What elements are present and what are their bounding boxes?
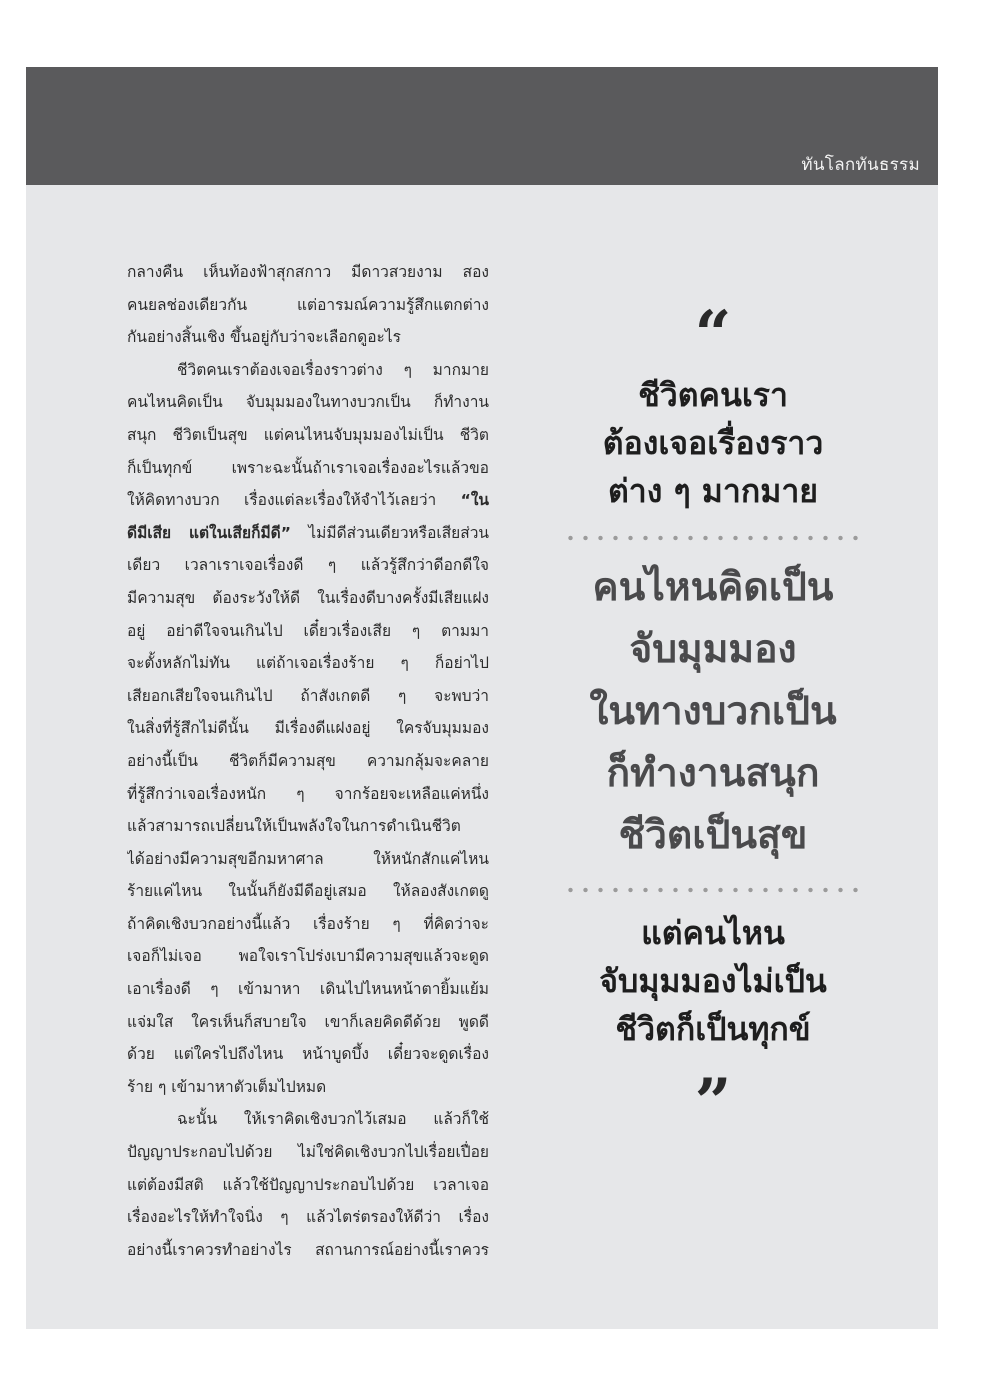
pull-quote-group-b bbox=[548, 557, 878, 867]
pull-quote-line: ชีวิตก็เป็นทุกข์ bbox=[615, 1010, 811, 1048]
dotted-divider bbox=[563, 887, 863, 893]
article-emphasis: ดีมีเสีย แต่ในเสียก็มีดี” bbox=[127, 523, 291, 542]
article-line: กันอย่างสิ้นเชิง ขึ้นอยู่กับว่าจะเลือกดูอะไร bbox=[127, 328, 401, 347]
article-line: อย่างนี้เป็น ชีวิตก็มีความสุข ความกลุ้มจะคลาย bbox=[127, 751, 489, 770]
article-line: ฉะนั้น ให้เราคิดเชิงบวกไว้เสมอ แล้วก็ใช้ bbox=[177, 1110, 489, 1129]
article-line: เดียว เวลาเราเจอเรื่องดี ๆ แล้วรู้สึกว่าดีอกดีใจ bbox=[127, 556, 489, 575]
article-line: ร้ายแค่ไหน ในนั้นก็ยังมีดีอยู่เสมอ ให้ลองสังเกตดู bbox=[127, 882, 489, 901]
pull-quote-emphasis-line: ในทางบวกเป็น bbox=[589, 689, 837, 734]
article-line: ด้วย แต่ใครไปถึงไหน หน้าบูดบึ้ง เดี๋ยวจะดูดเรื่อง bbox=[127, 1045, 489, 1064]
article-line: แล้วสามารถเปลี่ยนให้เป็นพลังใจในการดำเนินชีวิต bbox=[127, 817, 461, 836]
article-line: อยู่ อย่าดีใจจนเกินไป เดี๋ยวเรื่องเสีย ๆ ตามมา bbox=[127, 621, 489, 640]
article-line: อย่างนี้เราควรทำอย่างไร สถานการณ์อย่างนี้เราควร bbox=[127, 1240, 489, 1259]
pull-quote-group-a bbox=[548, 371, 878, 515]
article-line: เรื่องอะไรให้ทำใจนิ่ง ๆ แล้วไตร่ตรองให้ดีว่า เรื่อง bbox=[127, 1208, 489, 1227]
dotted-divider bbox=[563, 535, 863, 541]
article-line: เจอก็ไม่เจอ พอใจเราโปร่งเบามีความสุขแล้วจะดูด bbox=[127, 947, 489, 966]
article-body bbox=[127, 256, 489, 1266]
article-line: มีความสุข ต้องระวังให้ดี ในเรื่องดีบางครั้งมีเสียแฝง bbox=[127, 588, 489, 607]
article-line: เอาเรื่องดี ๆ เข้ามาหา เดินไปไหนหน้าตายิ้มแย้ม bbox=[127, 980, 489, 999]
article-line: ให้คิดทางบวก เรื่องแต่ละเรื่องให้จำไว้เลยว่า “ใน bbox=[127, 491, 489, 510]
article-line: ถ้าคิดเชิงบวกอย่างนี้แล้ว เรื่องร้าย ๆ ที่คิดว่าจะ bbox=[127, 914, 489, 933]
article-line: สนุก ชีวิตเป็นสุข แต่คนไหนจับมุมมองไม่เป็น ชีวิต bbox=[127, 425, 489, 444]
open-quote-mark: “ bbox=[694, 297, 732, 372]
pull-quote-emphasis-line: ชีวิตเป็นสุข bbox=[618, 813, 808, 858]
article-line: เสียอกเสียใจจนเกินไป ถ้าสังเกตดี ๆ จะพบว่า bbox=[127, 686, 489, 705]
article-line: ที่รู้สึกว่าเจอเรื่องหนัก ๆ จากร้อยจะเหลือแค่หนึ่ง bbox=[127, 784, 489, 803]
article-line: กลางคืน เห็นท้องฟ้าสุกสกาว มีดาวสวยงาม สอง bbox=[127, 263, 489, 281]
pull-quote bbox=[548, 297, 878, 1140]
article-emphasis: “ใน bbox=[460, 491, 489, 510]
pull-quote-emphasis-line: จับมุมมอง bbox=[629, 627, 797, 672]
pull-quote-line: จับมุมมองไม่เป็น bbox=[599, 962, 827, 1000]
article-line: ดีมีเสีย แต่ในเสียก็มีดี” ไม่มีดีส่วนเดียวหรือเสียส่วน bbox=[127, 523, 489, 542]
pull-quote-line: ต่าง ๆ มากมาย bbox=[607, 472, 819, 510]
pull-quote-line: ชีวิตคนเรา bbox=[638, 376, 788, 414]
article-line: จะตั้งหลักไม่ทัน แต่ถ้าเจอเรื่องร้าย ๆ ก็อย่าไป bbox=[127, 654, 489, 673]
article-line: แจ่มใส ใครเห็นก็สบายใจ เขาก็เลยคิดดีด้วย พูดดี bbox=[127, 1012, 489, 1031]
pull-quote-emphasis-line: คนไหนคิดเป็น bbox=[592, 565, 834, 610]
article-line: ชีวิตคนเราต้องเจอเรื่องราวต่าง ๆ มากมาย bbox=[177, 360, 489, 379]
article-line: ก็เป็นทุกข์ เพราะฉะนั้นถ้าเราเจอเรื่องอะไรแล้วขอ bbox=[127, 458, 489, 477]
section-title: ทันโลกทันธรรม bbox=[801, 155, 920, 175]
article-line: ในสิ่งที่รู้สึกไม่ดีนั้น มีเรื่องดีแฝงอยู่ ใครจับมุมมอง bbox=[127, 719, 489, 738]
article-line: คนยลช่องเดียวกัน แต่อารมณ์ความรู้สึกแตกต่าง bbox=[127, 295, 489, 314]
pull-quote-group-c bbox=[548, 909, 878, 1053]
close-quote-mark: ” bbox=[694, 1065, 732, 1140]
pull-quote-emphasis-line: ก็ทำงานสนุก bbox=[606, 751, 820, 796]
pull-quote-line: ต้องเจอเรื่องราว bbox=[602, 424, 824, 462]
article-line: ปัญญาประกอบไปด้วย ไม่ใช่คิดเชิงบวกไปเรื่อยเปื่อย bbox=[127, 1143, 489, 1162]
pull-quote-line: แต่คนไหน bbox=[641, 914, 785, 952]
article-line: คนไหนคิดเป็น จับมุมมองในทางบวกเป็น ก็ทำงาน bbox=[127, 393, 489, 412]
article-line: ได้อย่างมีความสุขอีกมหาศาล ให้หนักสักแค่ไหน bbox=[127, 849, 489, 868]
article-line: ร้าย ๆ เข้ามาหาตัวเต็มไปหมด bbox=[127, 1077, 327, 1096]
article-line: แต่ต้องมีสติ แล้วใช้ปัญญาประกอบไปด้วย เวลาเจอ bbox=[127, 1175, 489, 1194]
